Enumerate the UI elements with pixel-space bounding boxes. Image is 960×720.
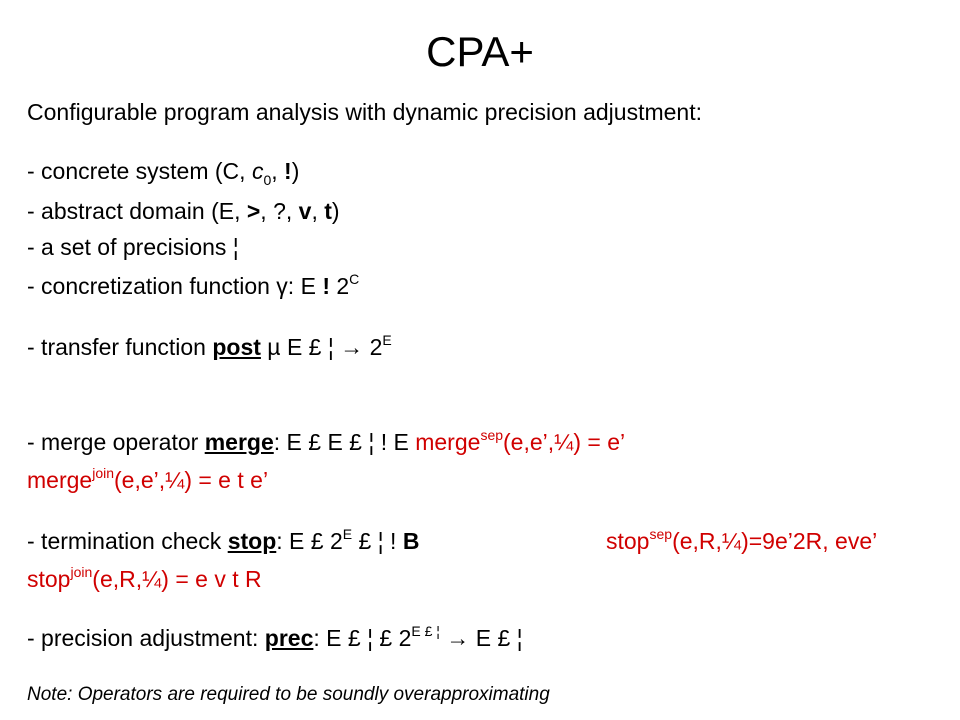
precisions-line: - a set of precisions ¦ [27, 234, 239, 260]
stop-mid2: £ ¦ ! [352, 528, 403, 554]
abstract-sym3: v [298, 198, 312, 224]
abstract-end: ) [331, 198, 340, 224]
prec-op: prec [264, 625, 314, 651]
merge-join-name: merge [27, 467, 93, 493]
stop-join-name: stop [27, 566, 71, 592]
concretization-arrow: ! [322, 273, 330, 299]
slide-title: CPA+ [426, 28, 534, 75]
abstract-sym2: ? [273, 198, 286, 224]
stop-mid: : E £ 2 [276, 528, 343, 554]
merge-join-sup: join [92, 465, 114, 481]
concretization-line [27, 272, 359, 303]
abstract-prefix: - abstract domain (E, [27, 198, 247, 224]
merge-sep-sup: sep [480, 427, 504, 443]
intro-text: Configurable program analysis with dynamic precision adjustment: [27, 99, 702, 125]
stop-op: stop [227, 528, 277, 554]
merge-sep-name: merge [415, 429, 481, 455]
prec-exp: E £ ¦ [411, 623, 440, 639]
transfer-prefix: - transfer function [27, 334, 213, 360]
concretization-prefix: - concretization function [27, 273, 277, 299]
merge-prefix: - merge operator [27, 429, 205, 455]
transfer-base: 2 [363, 334, 383, 360]
stop-line [27, 527, 419, 558]
transfer-mid: µ E £ ¦ [260, 334, 341, 360]
concrete-mid: , [271, 158, 285, 184]
stop-bool: B [402, 528, 420, 554]
abstract-sym1: > [246, 198, 261, 224]
concrete-end: ) [291, 158, 300, 184]
merge-join-line [27, 466, 268, 497]
concretization-exp: C [349, 271, 360, 287]
transfer-line [27, 333, 392, 364]
stop-prefix: - termination check [27, 528, 228, 554]
concrete-c-sub: 0 [263, 172, 272, 188]
stop-sep-name: stop [606, 528, 650, 554]
prec-end: E £ ¦ [475, 625, 523, 651]
stop-sep-def [606, 527, 877, 558]
merge-line [27, 428, 625, 459]
transfer-arrow: → [340, 334, 364, 360]
concrete-system-line [27, 157, 299, 188]
merge-op: merge [204, 429, 274, 455]
prec-mid: : E £ ¦ £ 2 [313, 625, 412, 651]
prec-line [27, 624, 523, 655]
stop-sep-sup: sep [649, 526, 673, 542]
concretization-base: 2 [329, 273, 350, 299]
prec-arrow: → [439, 625, 476, 651]
concrete-prefix: - concrete system (C, [27, 158, 252, 184]
stop-join-line [27, 565, 262, 596]
abstract-sep1: , [260, 198, 274, 224]
stop-sep-rest: (e,R,¼)=9e’2R, eve’ [672, 528, 878, 554]
concrete-arrow: ! [284, 158, 292, 184]
merge-join-rest: (e,e’,¼) = e t e’ [114, 467, 269, 493]
note-text: Note: Operators are required to be soundly overapproximating [27, 684, 550, 705]
transfer-op: post [212, 334, 261, 360]
stop-join-sup: join [70, 564, 93, 580]
abstract-domain-line [27, 197, 340, 225]
stop-exp: E [342, 526, 353, 542]
abstract-sep3: , [311, 198, 325, 224]
gamma-symbol: γ [276, 273, 288, 299]
prec-prefix: - precision adjustment: [27, 625, 265, 651]
merge-mid: : E £ E £ ¦ ! E [273, 429, 416, 455]
abstract-sym4: t [324, 198, 332, 224]
transfer-exp: E [382, 332, 392, 348]
stop-join-rest: (e,R,¼) = e v t R [92, 566, 262, 592]
concrete-c: c [251, 158, 264, 184]
concretization-mid: : E [287, 273, 323, 299]
merge-sep-rest: (e,e’,¼) = e’ [503, 429, 626, 455]
abstract-sep2: , [285, 198, 299, 224]
